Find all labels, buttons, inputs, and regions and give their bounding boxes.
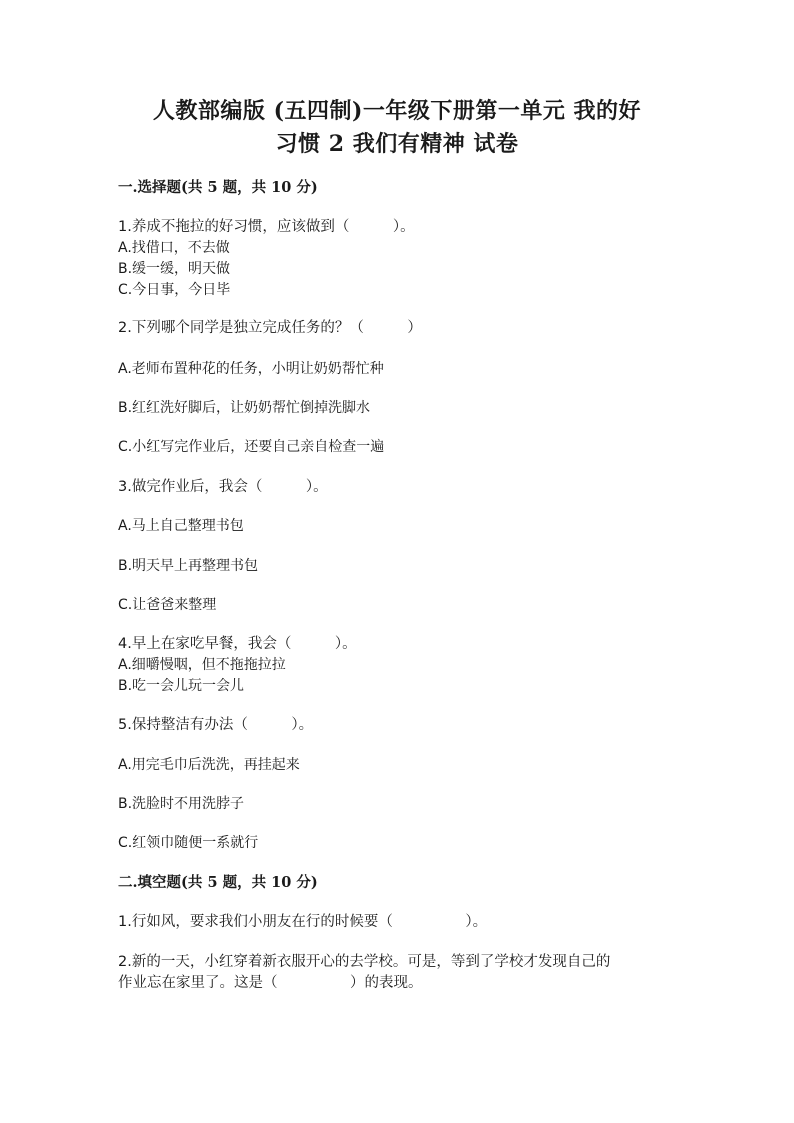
- question-option: C.今日事，今日毕: [118, 282, 231, 298]
- question-option: C.红领巾随便一系就行: [118, 835, 259, 851]
- question-option: B.红红洗好脚后，让奶奶帮忙倒掉洗脚水: [118, 400, 371, 416]
- question-option: B.明天早上再整理书包: [118, 558, 259, 574]
- question-stem: 4.早上在家吃早餐，我会（ ）。: [118, 636, 357, 652]
- section-heading-choice: 一.选择题(共 5 题，共 10 分): [118, 179, 318, 196]
- exam-title-line-1: 人教部编版 (五四制)一年级下册第一单元 我的好: [152, 98, 642, 124]
- question-option: C.让爸爸来整理: [118, 597, 217, 613]
- question-option: A.老师布置种花的任务，小明让奶奶帮忙种: [118, 361, 384, 377]
- question-stem: 3.做完作业后，我会（ ）。: [118, 479, 328, 495]
- fill-blank-question: 2.新的一天，小红穿着新衣服开心的去学校。可是，等到了学校才发现自己的: [118, 954, 611, 970]
- fill-blank-question: 1.行如风，要求我们小朋友在行的时候要（ ）。: [118, 914, 488, 930]
- question-option: B.缓一缓，明天做: [118, 261, 231, 277]
- question-option: B.吃一会儿玩一会儿: [118, 678, 245, 694]
- exam-title-line-2: 习惯 2 我们有精神 试卷: [275, 131, 519, 157]
- question-option: B.洗脸时不用洗脖子: [118, 796, 245, 812]
- fill-blank-question-continued: 作业忘在家里了。这是（ ）的表现。: [118, 975, 423, 991]
- section-heading-fill-blank: 二.填空题(共 5 题，共 10 分): [118, 874, 318, 891]
- question-option: A.用完毛巾后洗洗，再挂起来: [118, 757, 300, 773]
- question-option: C.小红写完作业后，还要自己亲自检查一遍: [118, 439, 385, 455]
- question-stem: 2.下列哪个同学是独立完成任务的？（ ）: [118, 320, 422, 336]
- question-option: A.细嚼慢咽，但不拖拖拉拉: [118, 657, 286, 673]
- question-option: A.马上自己整理书包: [118, 518, 244, 534]
- question-stem: 5.保持整洁有办法（ ）。: [118, 717, 314, 733]
- question-option: A.找借口，不去做: [118, 240, 230, 256]
- question-stem: 1.养成不拖拉的好习惯，应该做到（ ）。: [118, 219, 415, 235]
